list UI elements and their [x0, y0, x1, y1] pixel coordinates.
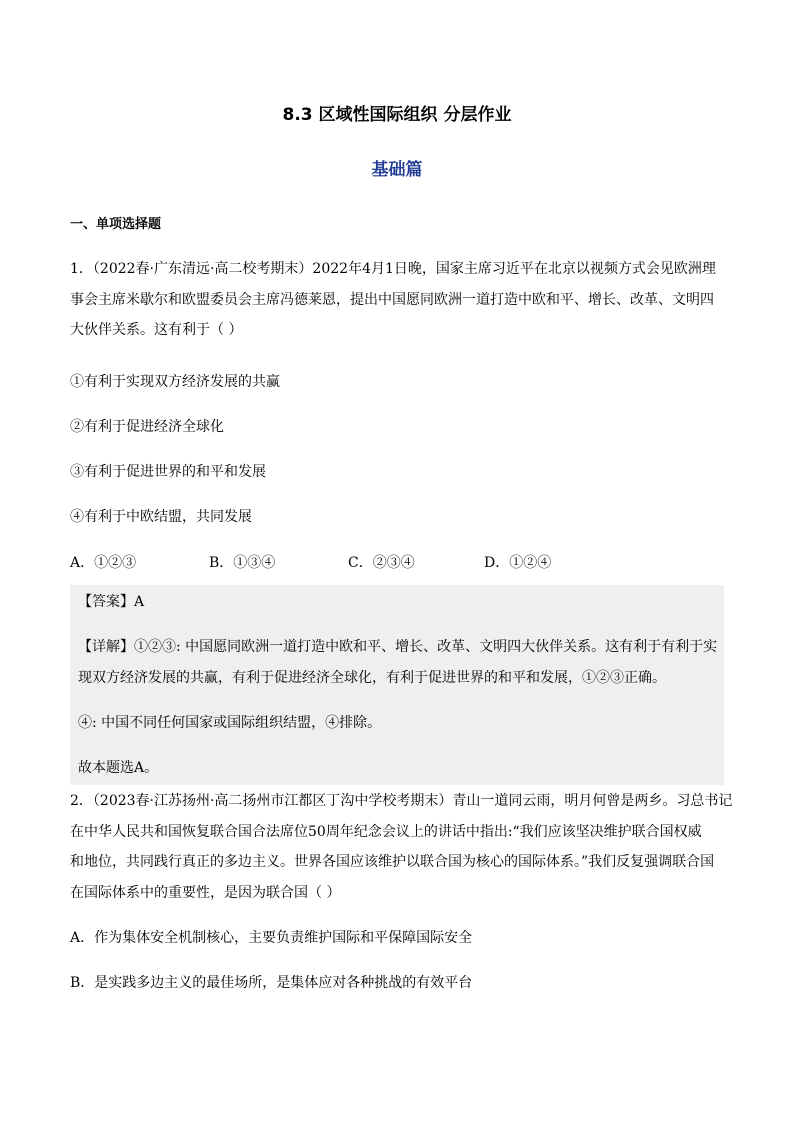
page-title: 8.3 区域性国际组织 分层作业 — [282, 105, 512, 125]
answer-detail-line: 现双方经济发展的共赢，有利于促进经济全球化，有利于促进世界的和平和发展，①②③正确。 — [78, 670, 666, 686]
answer-detail-line: 故本题选A。 — [78, 760, 159, 776]
question-2-stem-line: 2．（2023春·江苏扬州·高二扬州市江都区丁沟中学校考期末）青山一道同云雨，明月何曾是两乡。习总书记 — [70, 793, 733, 809]
question-1-stem-line: 事会主席米歇尔和欧盟委员会主席冯德莱恩，提出中国愿同欧洲一道打造中欧和平、增长、改革、文明四 — [70, 291, 714, 308]
question-2-option-b: B．是实践多边主义的最佳场所，是集体应对各种挑战的有效平台 — [70, 975, 473, 991]
question-2-option-a: A．作为集体安全机制核心，主要负责维护国际和平保障国际安全 — [70, 930, 473, 946]
question-1-statement: ③有利于促进世界的和平和发展 — [70, 463, 266, 480]
question-1-stem-line: 1．（2022春·广东清远·高二校考期末）2022年4月1日晚，国家主席习近平在北京以视频方式会见欧洲理 — [70, 261, 716, 277]
question-1-statement: ②有利于促进经济全球化 — [70, 418, 224, 435]
question-1-statement: ④有利于中欧结盟，共同发展 — [70, 508, 252, 525]
choice-a: A．①②③ — [70, 554, 137, 571]
choice-d: D．①②④ — [484, 554, 552, 571]
question-1-choices — [70, 548, 724, 578]
answer-panel — [70, 585, 724, 785]
answer-detail-line: 【详解】①②③: 中国愿同欧洲一道打造中欧和平、增长、改革、文明四大伙伴关系。这有利于有利于实 — [78, 639, 718, 655]
question-2-stem-line: 和地位，共同践行真正的多边主义。世界各国应该维护以联合国为核心的国际体系。”我们反复强调联合国 — [70, 854, 715, 870]
question-1 — [70, 254, 724, 578]
page-subtitle: 基础篇 — [371, 160, 423, 180]
question-2 — [70, 786, 733, 1006]
question-1-statement: ①有利于实现双方经济发展的共赢 — [70, 373, 280, 390]
question-2-stem-line: 在国际体系中的重要性，是因为联合国（ ） — [70, 884, 341, 901]
answer-line: 【答案】A — [78, 594, 145, 610]
choice-b: B．①③④ — [209, 554, 276, 571]
section-heading: 一、单项选择题 — [70, 217, 162, 232]
question-2-stem-line: 在中华人民共和国恢复联合国合法席位50周年纪念会议上的讲话中指出:“我们应该坚决维护联合国权威 — [70, 823, 702, 840]
question-1-stem-line: 大伙伴关系。这有利于（ ） — [70, 322, 243, 338]
choice-c: C．②③④ — [348, 554, 415, 571]
answer-detail-line: ④: 中国不同任何国家或国际组织结盟，④排除。 — [78, 715, 382, 731]
